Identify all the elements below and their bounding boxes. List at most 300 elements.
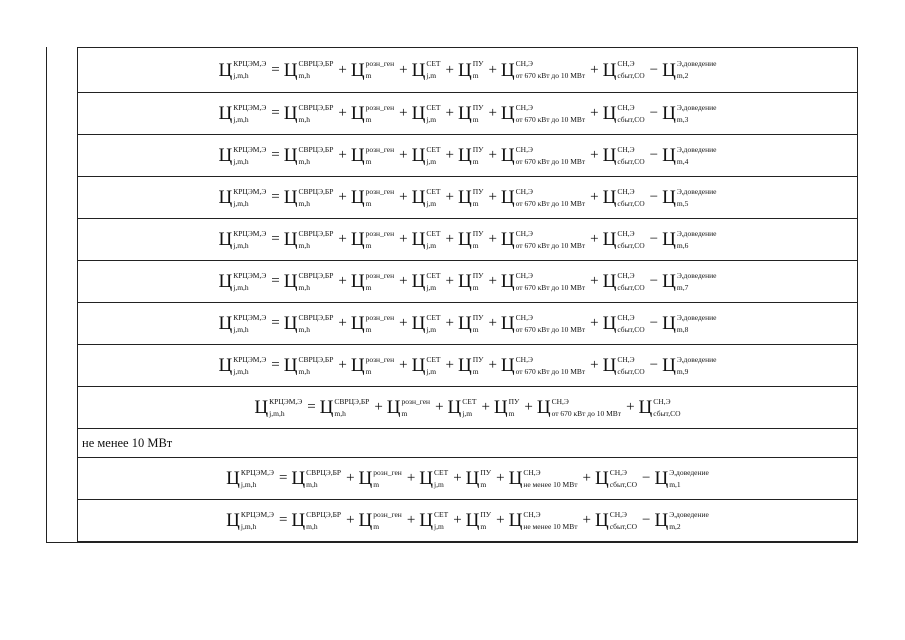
balancing-price-superscript: СВРЦЭ,БР xyxy=(298,312,334,322)
sales-markup-term xyxy=(501,60,585,80)
lhs-subscript: j,m,h xyxy=(233,324,249,334)
adjustment-subscript: m,7 xyxy=(676,282,689,292)
supplier-markup-superscript: СН,Э xyxy=(653,396,671,406)
network-tariff-scripts xyxy=(426,272,440,292)
supplier-markup-scripts xyxy=(617,60,644,80)
balancing-price-subscript: m,h xyxy=(298,114,310,124)
network-tariff-superscript: СЕТ xyxy=(426,59,441,68)
infrastructure-term xyxy=(458,146,483,166)
infrastructure-term xyxy=(458,188,483,208)
adjustment-symbol: Ц xyxy=(662,355,676,376)
adjustment-scripts xyxy=(677,60,717,80)
table-row xyxy=(78,303,857,345)
supplier-markup-subscript: сбыт,СО xyxy=(617,71,645,80)
network-tariff-term xyxy=(412,272,441,292)
operator-minus: − xyxy=(649,105,659,121)
sales-markup-term xyxy=(501,146,585,166)
sales-markup-superscript: СН,Э xyxy=(515,354,533,364)
infrastructure-scripts xyxy=(473,60,484,80)
infrastructure-superscript: ПУ xyxy=(472,186,484,196)
supplier-markup-scripts xyxy=(610,511,637,531)
balancing-price-superscript: СВРЦЭ,БР xyxy=(298,102,334,112)
network-tariff-superscript: СЕТ xyxy=(426,144,441,154)
infrastructure-symbol: Ц xyxy=(457,355,472,376)
balancing-price-symbol: Ц xyxy=(283,229,298,250)
lhs-subscript: j,m,h xyxy=(233,114,249,124)
infrastructure-symbol: Ц xyxy=(457,187,472,208)
retail-generation-scripts xyxy=(373,469,402,489)
retail-generation-subscript: m xyxy=(365,366,372,376)
network-tariff-scripts xyxy=(426,146,440,166)
retail-generation-subscript: m xyxy=(401,408,408,418)
adjustment-symbol: Ц xyxy=(662,59,676,81)
lhs-term xyxy=(226,469,274,489)
retail-generation-symbol: Ц xyxy=(358,468,373,489)
balancing-price-superscript: СВРЦЭ,БР xyxy=(306,467,342,477)
sales-markup-superscript: СН,Э xyxy=(515,59,533,68)
adjustment-subscript: m,1 xyxy=(669,479,681,489)
lhs-scripts xyxy=(241,511,274,531)
lhs-term xyxy=(254,398,302,418)
network-tariff-subscript: j,m xyxy=(434,521,444,531)
retail-generation-term xyxy=(351,230,394,250)
network-tariff-subscript: j,m xyxy=(426,366,437,376)
retail-generation-scripts xyxy=(373,511,402,531)
infrastructure-scripts xyxy=(473,272,484,292)
balancing-price-term xyxy=(284,146,334,166)
adjustment-scripts xyxy=(677,188,717,208)
network-tariff-symbol: Ц xyxy=(411,271,426,292)
supplier-markup-term xyxy=(595,511,637,531)
adjustment-symbol: Ц xyxy=(662,229,676,250)
sales-markup-symbol: Ц xyxy=(500,59,515,81)
network-tariff-superscript: СЕТ xyxy=(426,270,441,280)
retail-generation-term xyxy=(359,511,402,531)
lhs-superscript: КРЦЭМ,Э xyxy=(233,270,267,280)
network-tariff-scripts xyxy=(426,314,440,334)
adjustment-superscript: Э,доведение xyxy=(676,59,717,68)
operator-eq: = xyxy=(271,189,280,205)
adjustment-symbol: Ц xyxy=(662,313,676,334)
balancing-price-term xyxy=(284,230,334,250)
balancing-price-symbol: Ц xyxy=(283,355,298,376)
infrastructure-superscript: ПУ xyxy=(480,467,492,477)
sales-markup-subscript: от 670 кВт до 10 МВт xyxy=(515,366,586,376)
balancing-price-symbol: Ц xyxy=(283,59,298,81)
balancing-price-scripts xyxy=(298,272,333,292)
sales-markup-superscript: СН,Э xyxy=(515,186,533,196)
network-tariff-scripts xyxy=(462,398,476,418)
sales-markup-symbol: Ц xyxy=(508,468,523,489)
adjustment-superscript: Э,доведение xyxy=(676,354,717,364)
operator-eq: = xyxy=(271,231,280,247)
network-tariff-superscript: СЕТ xyxy=(434,467,449,477)
balancing-price-scripts xyxy=(334,398,369,418)
supplier-markup-symbol: Ц xyxy=(594,468,609,489)
table-row xyxy=(78,345,857,387)
price-formula xyxy=(219,146,717,166)
supplier-markup-subscript: сбыт,СО xyxy=(617,366,645,376)
operator-plus: + xyxy=(338,61,347,78)
operator-plus: + xyxy=(445,273,454,289)
adjustment-scripts xyxy=(677,230,717,250)
price-formula xyxy=(219,188,717,208)
lhs-subscript: j,m,h xyxy=(240,479,257,489)
infrastructure-superscript: ПУ xyxy=(472,102,484,112)
balancing-price-subscript: m,h xyxy=(306,479,318,489)
operator-plus: + xyxy=(435,399,444,415)
network-tariff-term xyxy=(419,511,448,531)
lhs-scripts xyxy=(233,314,266,334)
infrastructure-subscript: m xyxy=(480,521,487,531)
supplier-markup-subscript: сбыт,СО xyxy=(653,408,681,418)
price-formula xyxy=(219,314,717,334)
network-tariff-symbol: Ц xyxy=(411,59,426,81)
supplier-markup-symbol: Ц xyxy=(602,313,617,334)
network-tariff-superscript: СЕТ xyxy=(434,509,449,519)
balancing-price-symbol: Ц xyxy=(291,468,306,489)
infrastructure-term xyxy=(458,314,483,334)
network-tariff-superscript: СЕТ xyxy=(426,228,441,238)
supplier-markup-term xyxy=(639,398,681,418)
retail-generation-symbol: Ц xyxy=(350,59,365,81)
retail-generation-scripts xyxy=(402,398,431,418)
table-row xyxy=(78,387,857,429)
lhs-subscript: j,m,h xyxy=(269,408,285,418)
infrastructure-term xyxy=(458,60,483,80)
balancing-price-subscript: m,h xyxy=(298,156,310,166)
supplier-markup-scripts xyxy=(617,230,644,250)
lhs-symbol: Ц xyxy=(218,187,233,208)
operator-plus: + xyxy=(488,273,497,289)
lhs-symbol: Ц xyxy=(226,510,240,531)
operator-plus: + xyxy=(590,315,599,331)
sales-markup-scripts xyxy=(552,398,622,418)
adjustment-scripts xyxy=(677,314,717,334)
sales-markup-scripts xyxy=(516,104,586,124)
supplier-markup-term xyxy=(603,104,645,124)
sales-markup-term xyxy=(501,314,585,334)
supplier-markup-scripts xyxy=(617,104,644,124)
supplier-markup-term xyxy=(603,146,645,166)
balancing-price-term xyxy=(284,104,334,124)
network-tariff-subscript: j,m xyxy=(426,282,437,292)
balancing-price-term xyxy=(291,511,341,531)
operator-plus: + xyxy=(445,231,454,247)
sales-markup-subscript: не менее 10 МВт xyxy=(523,521,578,531)
operator-minus: − xyxy=(649,357,659,373)
price-formula xyxy=(219,356,717,376)
network-tariff-subscript: j,m xyxy=(426,324,437,334)
balancing-price-symbol: Ц xyxy=(283,145,298,166)
lhs-symbol: Ц xyxy=(218,271,233,292)
retail-generation-subscript: m xyxy=(365,282,372,292)
lhs-symbol: Ц xyxy=(254,397,269,418)
network-tariff-scripts xyxy=(426,230,440,250)
sales-markup-term xyxy=(501,230,585,250)
adjustment-term xyxy=(662,188,716,208)
supplier-markup-subscript: сбыт,СО xyxy=(617,324,645,334)
retail-generation-subscript: m xyxy=(365,71,372,80)
supplier-markup-scripts xyxy=(617,146,644,166)
infrastructure-symbol: Ц xyxy=(465,510,480,531)
network-tariff-symbol: Ц xyxy=(411,103,426,124)
operator-eq: = xyxy=(307,399,316,415)
adjustment-scripts xyxy=(677,272,717,292)
adjustment-scripts xyxy=(669,469,709,489)
balancing-price-subscript: m,h xyxy=(298,366,310,376)
supplier-markup-subscript: сбыт,СО xyxy=(609,521,637,531)
retail-generation-scripts xyxy=(366,104,395,124)
sales-markup-subscript: не менее 10 МВт xyxy=(523,479,578,489)
lhs-superscript: КРЦЭМ,Э xyxy=(233,354,267,364)
retail-generation-superscript: розн_ген xyxy=(365,354,395,364)
operator-minus: − xyxy=(642,470,651,486)
network-tariff-symbol: Ц xyxy=(411,355,426,376)
operator-minus: − xyxy=(649,273,659,289)
network-tariff-symbol: Ц xyxy=(419,468,434,489)
operator-eq: = xyxy=(271,147,280,163)
infrastructure-superscript: ПУ xyxy=(472,270,484,280)
sales-markup-symbol: Ц xyxy=(508,510,523,531)
adjustment-subscript: m,9 xyxy=(676,366,689,376)
infrastructure-subscript: m xyxy=(472,198,479,208)
balancing-price-term xyxy=(320,398,370,418)
lhs-term xyxy=(219,230,267,250)
retail-generation-scripts xyxy=(366,60,395,80)
table-row xyxy=(78,429,857,458)
infrastructure-subscript: m xyxy=(472,71,479,80)
operator-plus: + xyxy=(582,470,591,486)
infrastructure-superscript: ПУ xyxy=(508,396,520,406)
supplier-markup-symbol: Ц xyxy=(602,59,617,81)
retail-generation-superscript: розн_ген xyxy=(365,144,395,154)
balancing-price-symbol: Ц xyxy=(283,313,298,334)
operator-plus: + xyxy=(488,189,497,205)
adjustment-scripts xyxy=(677,356,717,376)
supplier-markup-superscript: СН,Э xyxy=(617,228,635,238)
retail-generation-term xyxy=(351,146,394,166)
balancing-price-superscript: СВРЦЭ,БР xyxy=(306,509,342,519)
supplier-markup-subscript: сбыт,СО xyxy=(609,479,637,489)
supplier-markup-superscript: СН,Э xyxy=(609,509,627,519)
lhs-superscript: КРЦЭМ,Э xyxy=(233,102,267,112)
retail-generation-symbol: Ц xyxy=(350,229,365,250)
balancing-price-symbol: Ц xyxy=(291,510,306,531)
price-formula xyxy=(226,511,709,531)
network-tariff-superscript: СЕТ xyxy=(426,354,441,364)
adjustment-term xyxy=(654,511,708,531)
operator-minus: − xyxy=(649,189,659,205)
operator-eq: = xyxy=(271,105,280,121)
supplier-markup-superscript: СН,Э xyxy=(617,354,635,364)
adjustment-scripts xyxy=(677,104,717,124)
retail-generation-symbol: Ц xyxy=(350,355,365,376)
infrastructure-subscript: m xyxy=(472,156,479,166)
price-formula xyxy=(219,272,717,292)
supplier-markup-subscript: сбыт,СО xyxy=(617,198,645,208)
balancing-price-subscript: m,h xyxy=(306,521,318,531)
network-tariff-scripts xyxy=(426,188,440,208)
retail-generation-scripts xyxy=(366,230,395,250)
infrastructure-symbol: Ц xyxy=(457,313,472,334)
balancing-price-scripts xyxy=(298,104,333,124)
retail-generation-term xyxy=(351,188,394,208)
supplier-markup-scripts xyxy=(653,398,680,418)
retail-generation-subscript: m xyxy=(373,479,380,489)
adjustment-symbol: Ц xyxy=(662,145,676,166)
infrastructure-subscript: m xyxy=(472,324,479,334)
adjustment-superscript: Э,доведение xyxy=(669,467,709,477)
adjustment-superscript: Э,доведение xyxy=(676,102,717,112)
sales-markup-scripts xyxy=(516,146,586,166)
sales-markup-scripts xyxy=(523,469,577,489)
balancing-price-superscript: СВРЦЭ,БР xyxy=(298,144,334,154)
retail-generation-superscript: розн_ген xyxy=(401,396,431,406)
balancing-price-scripts xyxy=(306,511,341,531)
supplier-markup-symbol: Ц xyxy=(602,145,617,166)
sales-markup-subscript: от 670 кВт до 10 МВт xyxy=(515,282,586,292)
network-tariff-subscript: j,m xyxy=(426,71,437,80)
operator-eq: = xyxy=(271,357,280,373)
operator-plus: + xyxy=(399,61,408,78)
lhs-superscript: КРЦЭМ,Э xyxy=(269,396,303,406)
lhs-term xyxy=(219,60,267,80)
operator-plus: + xyxy=(496,512,505,528)
supplier-markup-symbol: Ц xyxy=(594,510,609,531)
lhs-symbol: Ц xyxy=(218,229,233,250)
lhs-scripts xyxy=(233,272,266,292)
supplier-markup-term xyxy=(603,314,645,334)
supplier-markup-superscript: СН,Э xyxy=(617,270,635,280)
operator-plus: + xyxy=(453,470,462,486)
sales-markup-term xyxy=(537,398,621,418)
lhs-superscript: КРЦЭМ,Э xyxy=(240,467,274,477)
network-tariff-term xyxy=(412,188,441,208)
retail-generation-term xyxy=(387,398,430,418)
balancing-price-term xyxy=(284,314,334,334)
sales-markup-scripts xyxy=(516,60,586,80)
lhs-scripts xyxy=(233,104,266,124)
balancing-price-subscript: m,h xyxy=(298,240,310,250)
adjustment-superscript: Э,доведение xyxy=(669,509,709,519)
lhs-term xyxy=(219,146,267,166)
sales-markup-superscript: СН,Э xyxy=(515,312,533,322)
lhs-subscript: j,m,h xyxy=(233,156,249,166)
balancing-price-scripts xyxy=(298,230,333,250)
retail-generation-scripts xyxy=(366,314,395,334)
sales-markup-superscript: СН,Э xyxy=(515,228,533,238)
lhs-scripts xyxy=(241,469,274,489)
operator-eq: = xyxy=(271,273,280,289)
infrastructure-scripts xyxy=(473,356,484,376)
retail-generation-symbol: Ц xyxy=(350,145,365,166)
network-tariff-symbol: Ц xyxy=(411,229,426,250)
infrastructure-term xyxy=(466,511,491,531)
lhs-term xyxy=(219,188,267,208)
operator-plus: + xyxy=(488,315,497,331)
sales-markup-superscript: СН,Э xyxy=(515,102,533,112)
sales-markup-symbol: Ц xyxy=(500,355,515,376)
lhs-superscript: КРЦЭМ,Э xyxy=(233,144,267,154)
retail-generation-symbol: Ц xyxy=(350,271,365,292)
infrastructure-symbol: Ц xyxy=(457,59,472,81)
balancing-price-term xyxy=(284,356,334,376)
network-tariff-scripts xyxy=(426,60,440,80)
price-formula xyxy=(219,230,717,250)
section-label: не менее 10 МВт xyxy=(82,435,173,450)
infrastructure-subscript: m xyxy=(472,240,479,250)
network-tariff-subscript: j,m xyxy=(426,156,437,166)
lhs-symbol: Ц xyxy=(218,145,233,166)
lhs-symbol: Ц xyxy=(218,103,233,124)
balancing-price-subscript: m,h xyxy=(298,71,310,80)
infrastructure-scripts xyxy=(509,398,520,418)
infrastructure-scripts xyxy=(473,104,484,124)
sales-markup-term xyxy=(501,356,585,376)
lhs-term xyxy=(219,104,267,124)
balancing-price-scripts xyxy=(298,146,333,166)
operator-eq: = xyxy=(278,470,288,486)
price-formula xyxy=(219,104,717,124)
operator-minus: − xyxy=(649,231,659,247)
retail-generation-symbol: Ц xyxy=(358,510,373,531)
retail-generation-symbol: Ц xyxy=(350,187,365,208)
adjustment-term xyxy=(662,60,716,80)
adjustment-symbol: Ц xyxy=(662,271,676,292)
operator-plus: + xyxy=(488,231,497,247)
operator-plus: + xyxy=(406,470,416,486)
operator-plus: + xyxy=(399,105,408,121)
sales-markup-term xyxy=(501,188,585,208)
supplier-markup-term xyxy=(603,188,645,208)
adjustment-subscript: m,3 xyxy=(676,114,689,124)
operator-plus: + xyxy=(590,189,599,205)
adjustment-term xyxy=(654,469,708,489)
network-tariff-subscript: j,m xyxy=(434,479,444,489)
infrastructure-subscript: m xyxy=(472,366,479,376)
retail-generation-subscript: m xyxy=(365,240,372,250)
infrastructure-subscript: m xyxy=(508,408,515,418)
price-formula xyxy=(254,398,680,418)
price-formula xyxy=(219,60,717,80)
operator-plus: + xyxy=(338,315,347,331)
lhs-subscript: j,m,h xyxy=(233,240,249,250)
balancing-price-term xyxy=(284,60,334,80)
lhs-scripts xyxy=(233,356,266,376)
adjustment-superscript: Э,доведение xyxy=(676,312,717,322)
retail-generation-term xyxy=(351,104,394,124)
operator-plus: + xyxy=(338,357,347,373)
retail-generation-scripts xyxy=(366,188,395,208)
lhs-symbol: Ц xyxy=(218,59,233,81)
network-tariff-term xyxy=(412,146,441,166)
adjustment-subscript: m,4 xyxy=(676,156,689,166)
retail-generation-subscript: m xyxy=(365,156,372,166)
lhs-superscript: КРЦЭМ,Э xyxy=(233,59,267,68)
supplier-markup-symbol: Ц xyxy=(602,229,617,250)
sales-markup-symbol: Ц xyxy=(500,313,515,334)
operator-plus: + xyxy=(338,147,347,163)
adjustment-term xyxy=(662,146,716,166)
operator-plus: + xyxy=(445,147,454,163)
network-tariff-term xyxy=(419,469,448,489)
operator-plus: + xyxy=(445,61,454,78)
operator-plus: + xyxy=(488,105,497,121)
lhs-scripts xyxy=(269,398,302,418)
sales-markup-subscript: от 670 кВт до 10 МВт xyxy=(515,324,586,334)
operator-minus: − xyxy=(649,147,659,163)
